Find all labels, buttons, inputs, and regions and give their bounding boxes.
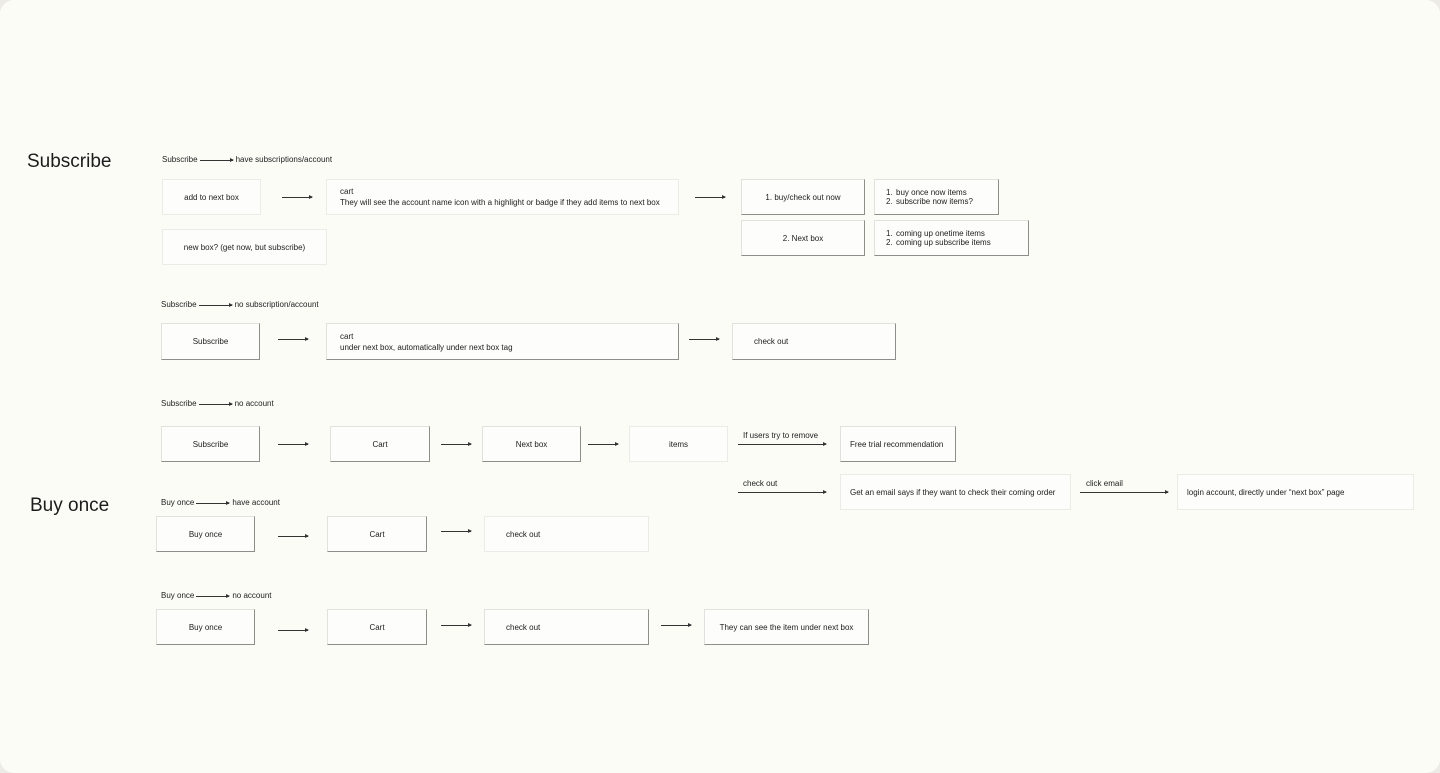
node-label: Get an email says if they want to check their coming order	[850, 487, 1056, 497]
node-label: check out	[506, 622, 541, 632]
cart-node	[326, 323, 679, 360]
flow-label-buy-once-no-account	[161, 591, 272, 601]
node-label: login account, directly under “next box” page	[1187, 487, 1345, 497]
cart-description: They will see the account name icon with a highlight or badge if they add items to next box	[340, 198, 660, 207]
list-item: subscribe now items?	[896, 197, 973, 206]
free-trial-node	[840, 426, 956, 462]
node-label: Subscribe	[192, 439, 229, 449]
login-node	[1177, 474, 1414, 510]
flow-arrow	[441, 531, 471, 532]
flow-label-from: Buy once	[161, 498, 195, 507]
flow-label-subscribe-no-account	[161, 399, 274, 409]
cart-description: under next box, automatically under next box tag	[340, 342, 513, 352]
node-label: Cart	[369, 529, 385, 539]
flow-label-arrow	[199, 305, 232, 306]
node-label: They can see the item under next box	[719, 622, 854, 632]
flow-arrow	[689, 339, 719, 340]
checkout-label: check out	[743, 479, 778, 488]
node-label: Subscribe	[192, 337, 229, 346]
flow-label-to: no account	[232, 591, 272, 600]
cart-node	[327, 516, 427, 552]
flow-arrow	[738, 492, 826, 493]
email-node	[840, 474, 1071, 510]
buy-checkout-now-node	[741, 179, 865, 215]
checkout-node	[484, 516, 649, 552]
node-label: Buy once	[188, 529, 223, 539]
node-label: check out	[754, 337, 789, 346]
buy-once-node	[156, 516, 255, 552]
next-box-node	[482, 426, 581, 462]
flow-label-to: no subscription/account	[234, 300, 319, 309]
flow-label-arrow	[196, 596, 229, 597]
click-email-label: click email	[1086, 479, 1123, 488]
next-box-option-node	[741, 220, 865, 256]
node-label: items	[668, 439, 689, 449]
subscribe-node	[161, 426, 260, 462]
flow-arrow	[661, 625, 691, 626]
list-item: coming up onetime items	[896, 229, 985, 238]
flow-arrow	[588, 444, 618, 445]
now-items-node	[874, 179, 999, 215]
node-label: add to next box	[184, 192, 239, 202]
flow-label-from: Subscribe	[162, 155, 198, 164]
flow-label-arrow	[199, 404, 232, 405]
node-label: Free trial recommendation	[850, 439, 944, 449]
flow-arrow	[278, 536, 308, 537]
flow-arrow	[278, 444, 308, 445]
add-to-next-box-node	[162, 179, 261, 215]
remove-items-label: If users try to remove	[743, 431, 819, 440]
final-node	[704, 609, 869, 645]
cart-node-text	[340, 186, 660, 208]
subscribe-heading: Subscribe	[27, 151, 112, 172]
node-label: check out	[506, 529, 541, 539]
flow-label-from: Subscribe	[161, 300, 197, 309]
cart-node-text	[340, 331, 513, 353]
coming-items-list	[875, 229, 991, 247]
flow-arrow	[278, 339, 308, 340]
list-item: coming up subscribe items	[896, 238, 991, 247]
flow-label-arrow	[200, 160, 233, 161]
buy-once-heading: Buy once	[30, 495, 110, 516]
cart-node	[326, 179, 679, 215]
flow-arrow	[1080, 492, 1168, 493]
cart-title: cart	[340, 331, 354, 341]
flow-arrow	[282, 197, 312, 198]
coming-items-node	[874, 220, 1029, 256]
flow-arrow	[695, 197, 725, 198]
flow-arrow	[278, 630, 308, 631]
node-label: 1. buy/check out now	[765, 192, 841, 202]
flow-label-subscribe-no-sub	[161, 300, 319, 310]
flow-arrow	[441, 444, 471, 445]
flow-label-to: no account	[234, 399, 274, 408]
flow-label-arrow	[196, 503, 229, 504]
checkout-node	[732, 323, 896, 360]
checkout-node	[484, 609, 649, 645]
node-label: new box? (get now, but subscribe)	[183, 242, 306, 252]
node-label: Cart	[369, 622, 385, 632]
list-item: buy once now items	[896, 188, 967, 197]
cart-node	[330, 426, 430, 462]
flow-label-from: Subscribe	[161, 399, 197, 408]
now-items-list	[875, 188, 973, 206]
flow-label-buy-once-account	[161, 498, 280, 508]
flow-arrow	[738, 444, 826, 445]
flow-label-from: Buy once	[161, 591, 195, 600]
flow-label-to: have account	[232, 498, 280, 507]
flow-label-to: have subscriptions/account	[235, 155, 333, 164]
cart-title: cart	[340, 187, 354, 196]
flow-arrow	[441, 625, 471, 626]
node-label: Cart	[372, 439, 388, 449]
flow-label-subscribe-account	[162, 155, 332, 165]
buy-once-node	[156, 609, 255, 645]
cart-node	[327, 609, 427, 645]
node-label: Buy once	[188, 622, 223, 632]
node-label: 2. Next box	[782, 233, 824, 243]
items-node	[629, 426, 728, 462]
subscribe-node	[161, 323, 260, 360]
new-box-node	[162, 229, 327, 265]
node-label: Next box	[515, 439, 548, 449]
